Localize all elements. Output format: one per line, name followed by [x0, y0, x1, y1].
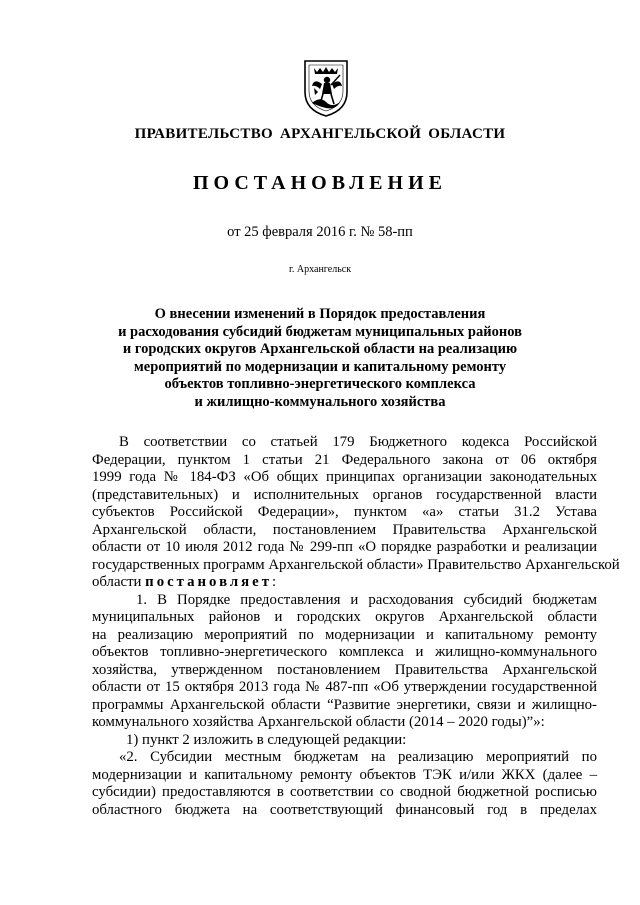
body-line: хозяйства, утвержденном постановлением Правительства Архангельской — [92, 661, 597, 678]
body-line: коммунального хозяйства Архангельской области (2014 – 2020 годы)”»: — [92, 714, 545, 730]
body-line: В соответствии со статьей 179 Бюджетного кодекса Российской — [119, 434, 597, 450]
title-line: и расходования субсидий бюджетам муниципальных районов — [118, 323, 522, 340]
body-line: на реализацию мероприятий по модернизации и капитальному ремонту — [92, 626, 597, 643]
body-line: объектов топливно-энергетического комплекса и жилищно-коммунального — [92, 644, 597, 660]
body-line: программы Архангельской области “Развитие энергетики, связи и жилищно- — [92, 696, 597, 713]
title-line: мероприятий по модернизации и капитальному ремонту — [133, 358, 507, 375]
body-line: субъектов Российской Федерации», пунктом «а» статьи 31.2 Устава — [92, 504, 597, 520]
coat-of-arms-icon — [302, 58, 350, 118]
body-line: Архангельской области, постановлением Правительства Архангельской — [92, 521, 597, 538]
document-type: ПОСТАНОВЛЕНИЕ — [193, 172, 447, 194]
title-line: и городских округов Архангельской области на реализацию — [122, 341, 518, 357]
body-line-resolves — [92, 574, 597, 592]
resolves-prefix: области — [92, 574, 142, 590]
body-line: области от 10 июля 2012 года № 299-пп «О порядке разработки и реализации — [92, 539, 597, 555]
document-date-number: от 25 февраля 2016 г. № 58-пп — [227, 224, 413, 240]
document-city: г. Архангельск — [288, 264, 352, 275]
body-line: государственных программ Архангельской области» Правительство Архангельской — [92, 556, 620, 573]
body-line: областного бюджета на соответствующий финансовый год в пределах — [92, 801, 597, 818]
body-line: 1. В Порядке предоставления и расходования субсидий бюджетам — [136, 591, 597, 608]
organization-name: ПРАВИТЕЛЬСТВО АРХАНГЕЛЬСКОЙ ОБЛАСТИ — [134, 126, 506, 142]
body-line: «2. Субсидии местным бюджетам на реализацию мероприятий по — [119, 749, 597, 765]
body-line: модернизации и капитальному ремонту объектов ТЭК и/или ЖКХ (далее – — [92, 766, 597, 783]
resolves-word: постановляет — [145, 574, 273, 590]
body-line: Федерации, пунктом 1 статьи 21 Федерального закона от 06 октября — [92, 451, 597, 468]
document-body — [92, 434, 620, 819]
title-line: объектов топливно-энергетического комплекса — [164, 376, 476, 392]
title-line: и жилищно-коммунального хозяйства — [194, 393, 446, 410]
body-line: области от 15 октября 2013 года № 487-пп «Об утверждении государственной — [92, 679, 597, 695]
body-line: субсидии) предоставляются в соответствии со сводной бюджетной росписью — [92, 784, 597, 800]
title-line: О внесении изменений в Порядок предоставления — [154, 306, 486, 322]
body-line: (представительных) и исполнительных органов государственной власти — [92, 486, 597, 503]
body-line: муниципальных районов и городских округов Архангельской области — [92, 609, 597, 625]
body-line: 1999 года № 184-ФЗ «Об общих принципах организации законодательных — [92, 469, 597, 485]
resolves-suffix: : — [272, 574, 277, 590]
body-line: 1) пункт 2 изложить в следующей редакции: — [126, 731, 407, 748]
document-title — [90, 306, 550, 411]
